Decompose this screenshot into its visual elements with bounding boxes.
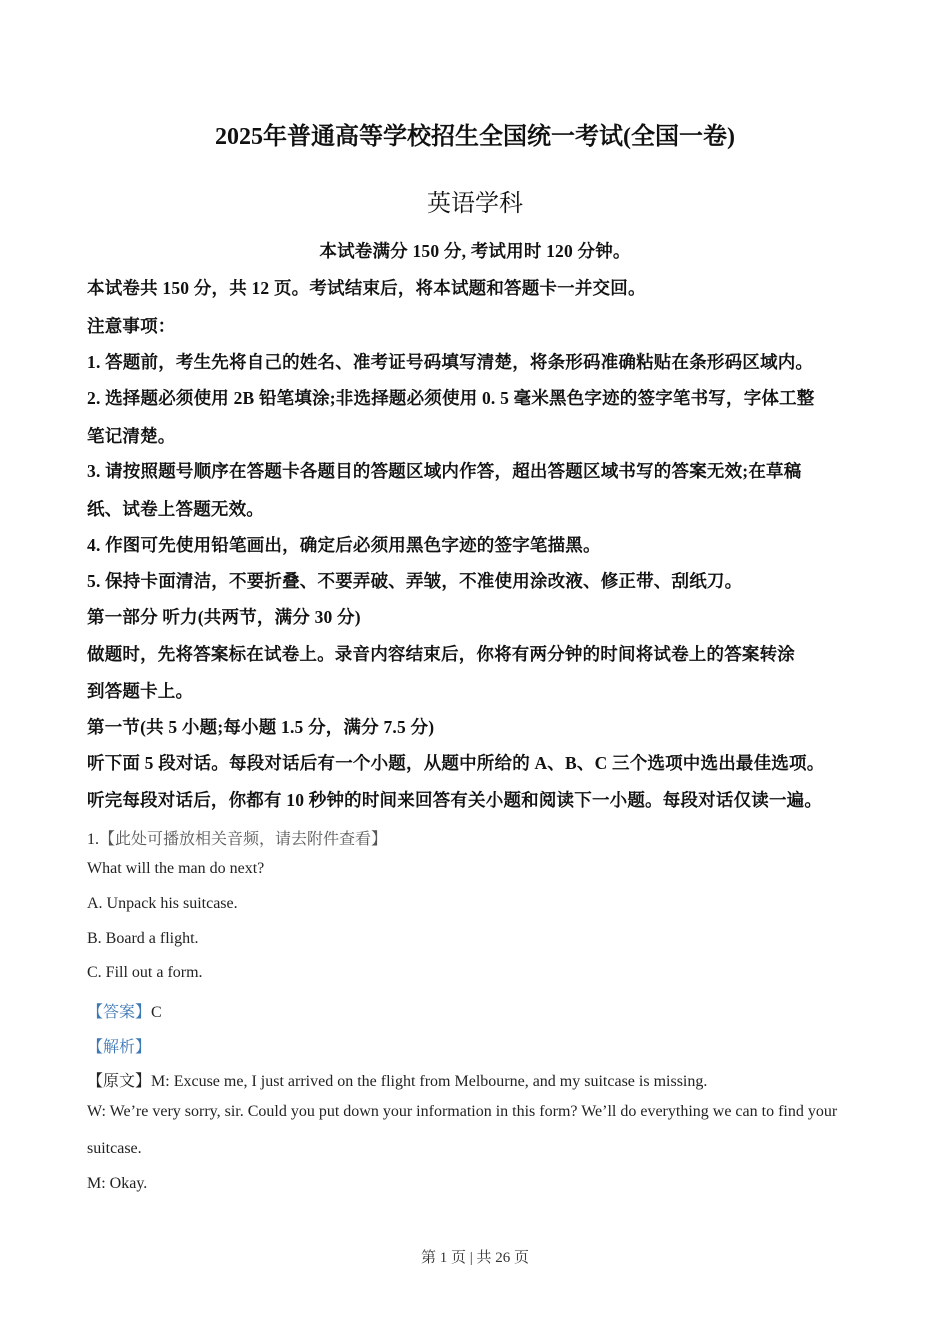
notice-item-4: 4. 作图可先使用铅笔画出，确定后必须用黑色字迹的签字笔描黑。 bbox=[87, 535, 601, 555]
audio-note[interactable]: 【此处可播放相关音频，请去附件查看】 bbox=[99, 831, 388, 848]
transcript-line-2-cont: suitcase. bbox=[87, 1140, 142, 1157]
option-b: B. Board a flight. bbox=[87, 930, 199, 947]
part1-desc-2: 到答题卡上。 bbox=[87, 681, 194, 701]
transcript-line-3: M: Okay. bbox=[87, 1175, 148, 1192]
notice-heading: 注意事项： bbox=[87, 316, 176, 336]
notice-item-5: 5. 保持卡面清洁，不要折叠、不要弄破、弄皱，不准使用涂改液、修正带、刮纸刀。 bbox=[87, 571, 743, 591]
option-c: C. Fill out a form. bbox=[87, 964, 203, 981]
answer-value: C bbox=[151, 1004, 162, 1021]
subject-title: 英语学科 bbox=[427, 191, 523, 217]
page-footer: 第 1 页 | 共 26 页 bbox=[420, 1250, 529, 1266]
notice-item-2: 2. 选择题必须使用 2B 铅笔填涂;非选择题必须使用 0. 5 毫米黑色字迹的签字笔书写，字体工整 bbox=[87, 388, 815, 408]
instructions-intro: 本试卷共 150 分，共 12 页。考试结束后，将本试题和答题卡一并交回。 bbox=[87, 278, 646, 298]
transcript-line-1 bbox=[87, 1068, 877, 1091]
question-number: 1. bbox=[87, 831, 99, 848]
transcript-text-1: M: Excuse me, I just arrived on the flight from Melbourne, and my suitcase is missing. bbox=[151, 1073, 708, 1090]
analysis-label: 【解析】 bbox=[87, 1039, 152, 1056]
part1-desc-1: 做题时，先将答案标在试卷上。录音内容结束后，你将有两分钟的时间将试卷上的答案转涂 bbox=[87, 644, 795, 664]
question-1-text: What will the man do next? bbox=[87, 860, 265, 877]
notice-item-3: 3. 请按照题号顺序在答题卡各题目的答题区域内作答，超出答题区域书写的答案无效;在草稿 bbox=[87, 461, 802, 481]
transcript-label: 【原文】 bbox=[87, 1073, 152, 1090]
part1-heading: 第一部分 听力(共两节，满分 30 分) bbox=[87, 607, 361, 627]
option-a: A. Unpack his suitcase. bbox=[87, 895, 238, 912]
notice-item-3-cont: 纸、试卷上答题无效。 bbox=[87, 499, 264, 519]
exam-subtitle: 本试卷满分 150 分, 考试用时 120 分钟。 bbox=[319, 241, 631, 261]
section1-desc-1: 听下面 5 段对话。每段对话后有一个小题，从题中所给的 A、B、C 三个选项中选出最佳选项。 bbox=[87, 753, 825, 773]
transcript-line-2: W: We’re very sorry, sir. Could you put down your information in this form? We’ll do everything we can to find your bbox=[87, 1103, 838, 1120]
notice-item-2-cont: 笔记清楚。 bbox=[87, 426, 176, 446]
section1-desc-2: 听完每段对话后，你都有 10 秒钟的时间来回答有关小题和阅读下一小题。每段对话仅读一遍。 bbox=[87, 790, 823, 810]
question-1-audio bbox=[87, 826, 877, 849]
notice-item-1: 1. 答题前，考生先将自己的姓名、准考证号码填写清楚，将条形码准确粘贴在条形码区域内。 bbox=[87, 352, 814, 372]
exam-title: 2025年普通高等学校招生全国统一考试(全国一卷) bbox=[215, 124, 735, 150]
section1-heading: 第一节(共 5 小题;每小题 1.5 分，满分 7.5 分) bbox=[87, 717, 435, 737]
answer-line bbox=[87, 999, 877, 1022]
answer-label: 【答案】 bbox=[87, 1004, 152, 1021]
